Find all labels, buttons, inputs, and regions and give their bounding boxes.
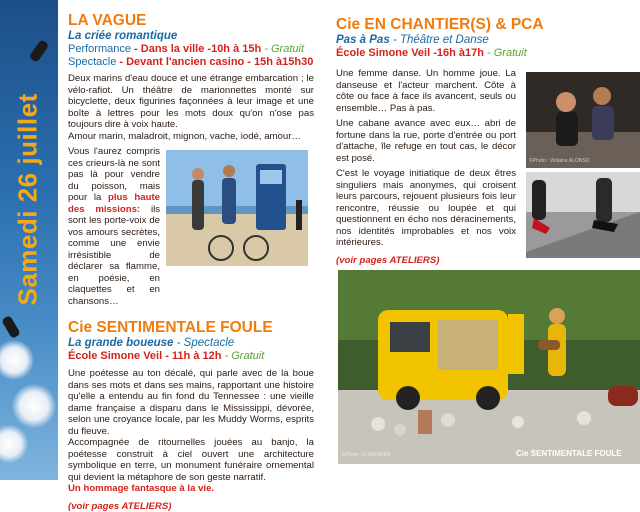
paragraph-highlight: Un hommage fantasque à la vie. [68, 483, 215, 494]
paragraph: Une cabane avance avec eux… abri de fortune dans la rue, porte d'entrée ou port d'attache, île refuge en tout cas, le décor est posé. [336, 118, 516, 164]
schedule-label: Spectacle [68, 56, 117, 68]
text-run: La grande boueuse [68, 337, 174, 349]
photo-credit: ©Photo : C.GARBIER [342, 452, 391, 458]
figure-silhouette [1, 315, 21, 339]
text-run: - Théâtre et Danse [392, 34, 489, 46]
paragraph: C'est le voyage initiatique de deux êtres singuliers mais anonymes, qui croisent leurs parcours, rejouent plusieurs fois leur rencontre, réussie ou loupée et qui questionnent en écho nos déracinements, nos identités improbables et nos voix intérieures. [336, 168, 516, 248]
schedule-place: École Simone Veil - 11h à 12h [68, 350, 222, 362]
paragraph: Deux marins d'eau douce et une étrange embarcation ; le vélo-rafiot. Un théâtre de marionnettes monté sur bicyclette, deux figurines façonnées à leur image et une boîte à lettres pour les mots doux qu'on n'ose pas toujours dire à voix haute. [68, 73, 314, 130]
paragraph: Accompagnée de ritournelles jouées au banjo, la poétesse construit à ciel ouvert une architecture symbolique en terre, un monument funéraire ornemental qui devient la métaphore de son geste narratif. [68, 437, 314, 483]
sidebar-banner [0, 0, 58, 480]
price-tag: - Gratuit [487, 47, 527, 59]
paragraph: Une poétesse au ton décalé, qui parle avec de la boue dans ses mots et dans ses mains, rapportant une histoire qu'elle a entendu au fin fond du Tennessee : une vieille dame française a disparu dans le Mississippi, dévorée, selon une croyance locale, par les Muddy Worms, esprits du fleuve. [68, 368, 314, 437]
paragraph: Amour marin, maladroit, mignon, vache, iodé, amour… [68, 130, 302, 142]
section-subtitle [336, 33, 636, 47]
section-sentimentale-foule [68, 319, 314, 512]
section-title: Cie EN CHANTIER(S) & PCA [336, 16, 544, 33]
price-tag: - Gratuit [264, 43, 305, 55]
text-run: ils sont les porte-voix de vos amours secrètes, comme une envie irrésistible de déclarer sa flamme, en poésie, en claquettes et en chansons… [68, 203, 160, 307]
paragraph [68, 146, 160, 307]
text-run: Vous l'aurez compris ces crieurs-là ne sont pas là pour vendre du poisson, mais pour la [68, 146, 160, 203]
schedule-place: - Devant l'ancien casino - 15h à15h30 [119, 56, 314, 68]
dandelion-decoration [12, 384, 56, 428]
schedule-label: Performance [68, 43, 131, 55]
schedule-line [336, 47, 636, 60]
section-la-vague [68, 12, 314, 512]
price-tag: - Gratuit [224, 350, 265, 362]
dandelion-decoration [0, 425, 28, 463]
ateliers-link[interactable]: (voir pages ATELIERS) [336, 254, 440, 266]
schedule-place: - Dans la ville -10h à 15h [134, 43, 262, 55]
dandelion-decoration [0, 340, 34, 380]
text-run: - Spectacle [176, 337, 235, 349]
photo-la-vague [166, 150, 308, 266]
photo-pas-a-pas-bottom [526, 172, 640, 258]
photo-caption: Cie SENTIMENTALE FOULE [516, 449, 622, 458]
schedule-line [68, 56, 314, 69]
event-date: Samedi 26 juillet [12, 93, 43, 306]
photo-credit: ©Photo : Violaine ALONSO [529, 158, 590, 164]
paragraph: Une femme danse. Un homme joue. La danseuse et l'acteur marchent. Côte à côte ou face à face ils avancent, seuls ou ensemble… Pas à pas. [336, 68, 516, 114]
section-title: LA VAGUE [68, 12, 147, 29]
section-subtitle: La criée romantique [68, 30, 178, 42]
photo-sentimentale-foule [338, 270, 640, 464]
figure-silhouette [29, 39, 50, 63]
schedule-line [68, 350, 314, 363]
schedule-line [68, 43, 314, 56]
section-title: Cie SENTIMENTALE FOULE [68, 319, 273, 336]
section-subtitle [68, 336, 314, 350]
text-run: Pas à Pas [336, 34, 390, 46]
ateliers-link[interactable]: (voir pages ATELIERS) [68, 500, 172, 512]
schedule-place: École Simone Veil -16h à17h [336, 47, 484, 59]
photo-pas-a-pas-top [526, 72, 640, 168]
text-run: plus haute des missions: [68, 192, 160, 215]
